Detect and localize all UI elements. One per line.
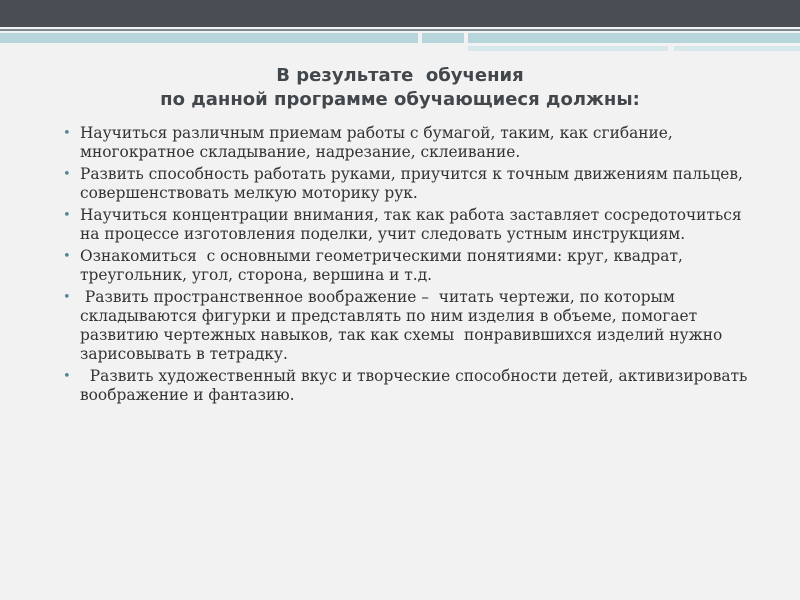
bullet-icon: • [63,208,71,223]
decorative-thin-stripe [674,46,800,51]
bullet-text: Развить способность работать руками, приучится к точным движениям пальцев, совершенствовать мелкую моторику рук. [80,165,748,202]
slide-title-line-2: по данной программе обучающиеся должны: [160,89,640,110]
decorative-stripe-row [0,33,800,43]
bullet-item [60,247,760,285]
bullet-icon: • [63,369,71,384]
bullet-icon: • [63,126,71,141]
bullet-item [60,165,760,203]
header-band [0,0,800,27]
slide-title-line-1: В результате обучения [276,65,524,86]
bullet-text: Ознакомиться с основными геометрическими понятиями: круг, квадрат, треугольник, угол, сторона, вершина и т.д. [80,247,688,284]
bullet-item [60,124,760,162]
slide-title [120,64,680,112]
decorative-stripe [468,33,800,43]
bullet-text: Научиться концентрации внимания, так как работа заставляет сосредоточиться на процессе изготовления поделки, учит следовать устным инструкциям. [80,206,747,243]
bullet-icon: • [63,167,71,182]
decorative-stripe [0,33,418,43]
bullet-list [60,124,760,408]
bullet-text: Развить художественный вкус и творческие способности детей, активизировать воображение и фантазию. [80,367,753,404]
bullet-item [60,206,760,244]
bullet-item [60,288,760,364]
bullet-item [60,367,760,405]
bullet-text: Научиться различным приемам работы с бумагой, таким, как сгибание, многократное складывание, надрезание, склеивание. [80,124,678,161]
decorative-thin-stripe [468,46,668,51]
bullet-icon: • [63,249,71,264]
bullet-text: Развить пространственное воображение – читать чертежи, по которым складываются фигурки и представлять по ним изделия в объеме, помогает развитию чертежных навыков, так как схемы понравившихся изделий нужно зарисовывать в тетрадку. [80,288,728,363]
bullet-icon: • [63,290,71,305]
header-divider [0,29,800,31]
decorative-stripe [422,33,464,43]
